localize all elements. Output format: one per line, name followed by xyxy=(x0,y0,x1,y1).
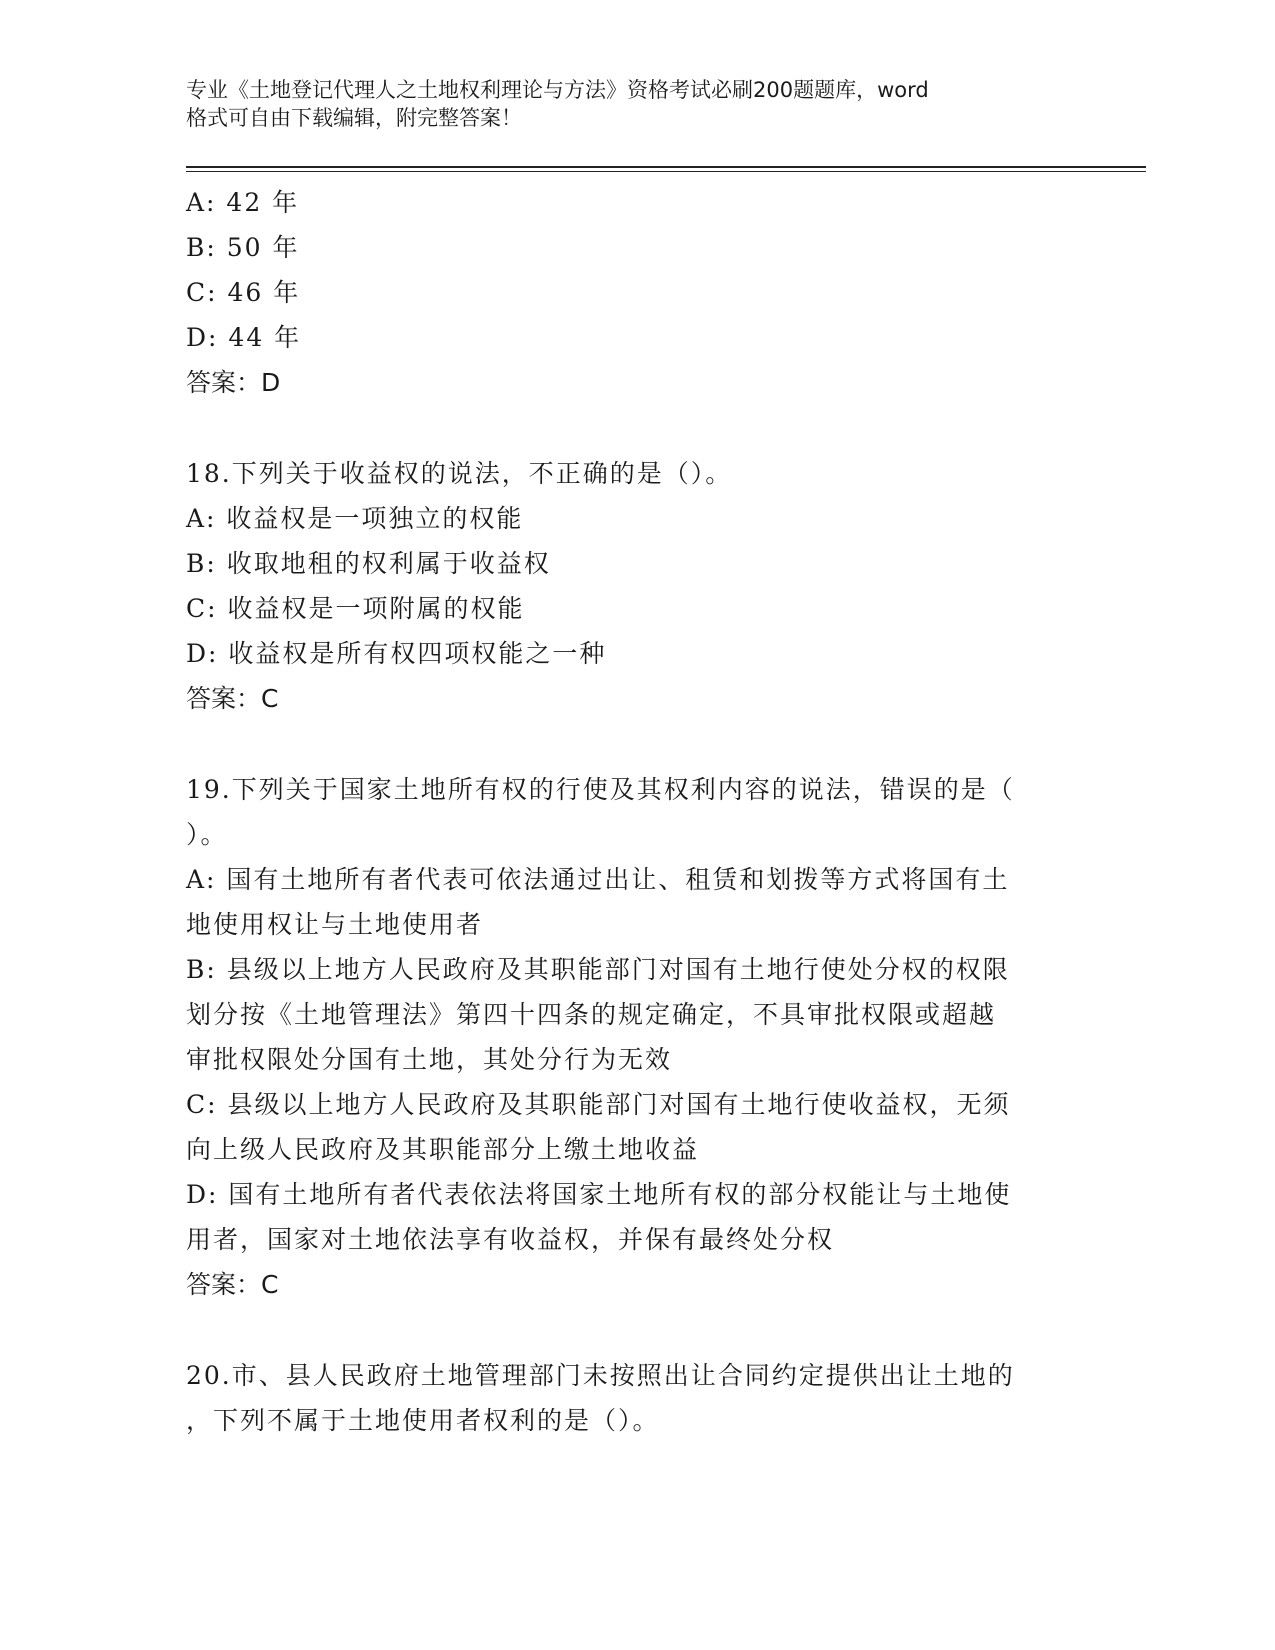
q19-title-line-1: 19.下列关于国家土地所有权的行使及其权利内容的说法，错误的是（ xyxy=(186,775,1015,804)
q19-option-d-line-2: 用者，国家对土地依法享有收益权，并保有最终处分权 xyxy=(186,1225,835,1254)
q18-option-a: A: 收益权是一项独立的权能 xyxy=(186,504,524,533)
header-divider xyxy=(186,166,1146,172)
document-header xyxy=(186,76,1076,132)
spacer xyxy=(186,1307,1066,1353)
q20-title-line-2: ，下列不属于土地使用者权利的是（）。 xyxy=(186,1406,660,1435)
prev-option-b: B: 50 年 xyxy=(186,233,300,262)
q19-option-b-line-1: B: 县级以上地方人民政府及其职能部门对国有土地行使处分权的权限 xyxy=(186,955,1010,984)
q18-option-d: D: 收益权是所有权四项权能之一种 xyxy=(186,639,607,668)
q20-title-line-1: 20.市、县人民政府土地管理部门未按照出让合同约定提供出让土地的 xyxy=(186,1361,1015,1390)
q18-option-b: B: 收取地租的权利属于收益权 xyxy=(186,549,551,578)
q19-option-c-line-1: C: 县级以上地方人民政府及其职能部门对国有土地行使收益权，无须 xyxy=(186,1090,1011,1119)
q18-title: 18.下列关于收益权的说法，不正确的是（）。 xyxy=(186,459,733,488)
q18-option-c: C: 收益权是一项附属的权能 xyxy=(186,594,525,623)
header-line-1: 专业《土地登记代理人之土地权利理论与方法》资格考试必刷200题题库，word xyxy=(186,78,929,102)
prev-option-c: C: 46 年 xyxy=(186,278,301,307)
spacer xyxy=(186,405,1066,451)
q19-option-b-line-2: 划分按《土地管理法》第四十四条的规定确定，不具审批权限或超越 xyxy=(186,1000,997,1029)
q19-option-c-line-2: 向上级人民政府及其职能部分上缴土地收益 xyxy=(186,1135,700,1164)
q19-option-a-line-1: A: 国有土地所有者代表可依法通过出让、租赁和划拨等方式将国有土 xyxy=(186,865,1010,894)
spacer xyxy=(186,721,1066,767)
q18-answer: 答案：C xyxy=(186,684,279,713)
question-content xyxy=(186,180,1066,1443)
q19-option-b-line-3: 审批权限处分国有土地，其处分行为无效 xyxy=(186,1045,673,1074)
prev-answer: 答案：D xyxy=(186,368,281,397)
header-line-2: 格式可自由下载编辑，附完整答案！ xyxy=(186,106,522,130)
q19-title-line-2: ）。 xyxy=(186,820,228,849)
q19-option-d-line-1: D: 国有土地所有者代表依法将国家土地所有权的部分权能让与土地使 xyxy=(186,1180,1012,1209)
prev-option-d: D: 44 年 xyxy=(186,323,302,352)
document-page xyxy=(186,70,1146,1443)
q19-answer: 答案：C xyxy=(186,1270,279,1299)
q19-option-a-line-2: 地使用权让与土地使用者 xyxy=(186,910,484,939)
prev-option-a: A: 42 年 xyxy=(186,188,300,217)
